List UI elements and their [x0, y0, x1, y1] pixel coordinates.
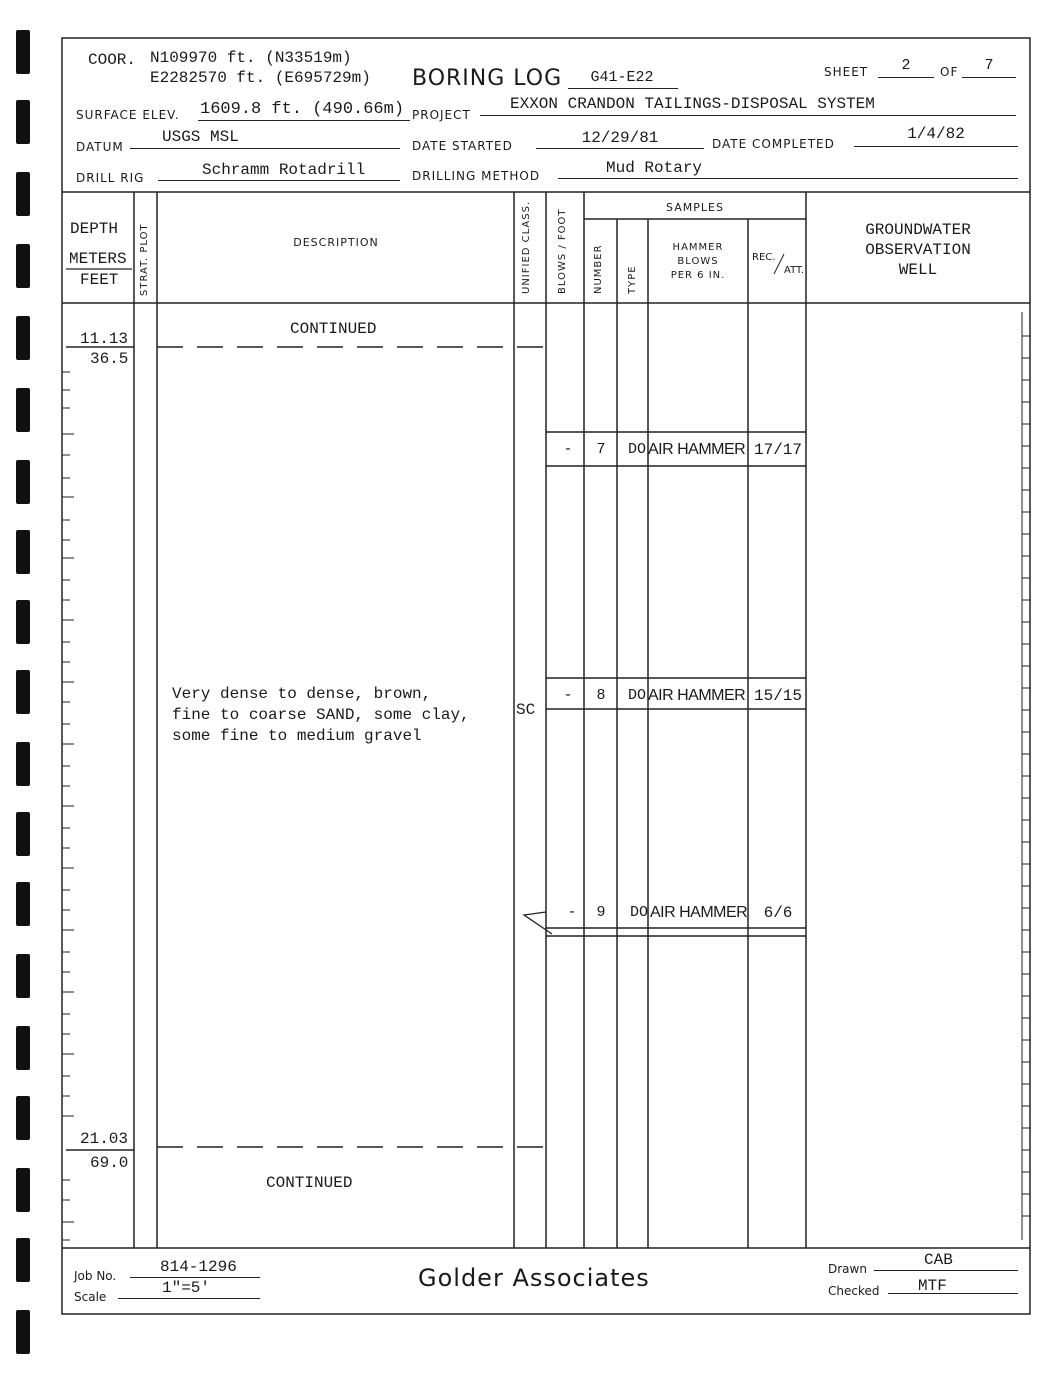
- att-header: ATT.: [784, 265, 805, 276]
- date-completed-label: DATE COMPLETED: [712, 137, 835, 151]
- sample-rec-att: 17/17: [753, 441, 802, 459]
- groundwater-header-2: OBSERVATION: [865, 241, 971, 259]
- groundwater-header-1: GROUNDWATER: [865, 221, 971, 239]
- sheet-number: 2: [901, 57, 911, 74]
- coor-label: COOR.: [88, 51, 137, 69]
- datum-label: DATUM: [76, 140, 124, 154]
- scale-label: Scale: [74, 1290, 107, 1304]
- sample-number: 8: [596, 687, 606, 704]
- continued-bottom: CONTINUED: [266, 1174, 353, 1192]
- samples-header: SAMPLES: [666, 201, 724, 214]
- project: EXXON CRANDON TAILINGS-DISPOSAL SYSTEM: [510, 95, 875, 113]
- job-no: 814-1296: [160, 1258, 237, 1276]
- company-name: Golder Associates: [418, 1264, 650, 1292]
- sample-type: DO: [628, 441, 647, 458]
- description-header: DESCRIPTION: [293, 236, 379, 249]
- sample-type: DO: [628, 687, 647, 704]
- drilling-method: Mud Rotary: [606, 159, 703, 177]
- unified-class-header: UNIFIED CLASS.: [521, 200, 532, 294]
- drill-rig-label: DRILL RIG: [76, 171, 145, 185]
- number-header: NUMBER: [593, 244, 604, 294]
- rec-header: REC.: [752, 252, 776, 263]
- description-line: some fine to medium gravel: [172, 727, 422, 745]
- sample-type: DO: [630, 904, 649, 921]
- surface-elev-label: SURFACE ELEV.: [76, 108, 180, 122]
- sample-number: 7: [596, 441, 606, 458]
- sheet-label: SHEET: [824, 65, 869, 79]
- job-no-label: Job No.: [74, 1269, 117, 1283]
- strat-plot-header: STRAT. PLOT: [139, 223, 150, 296]
- sample-blows: -: [563, 441, 573, 458]
- top-depth-meters: 11.13: [80, 330, 129, 348]
- sample-blows: -: [563, 687, 573, 704]
- sheet-total: 7: [984, 57, 994, 74]
- bottom-depth-feet: 69.0: [90, 1154, 129, 1172]
- drawn-label: Drawn: [828, 1262, 867, 1276]
- sample-number: 9: [596, 904, 606, 921]
- depth-header: DEPTH: [70, 220, 119, 238]
- coor-east: E2282570 ft. (E695729m): [150, 69, 371, 87]
- coor-north: N109970 ft. (N33519m): [150, 49, 352, 67]
- scale: 1"=5': [162, 1279, 211, 1297]
- hammer-header-2: BLOWS: [677, 256, 719, 267]
- description-line: fine to coarse SAND, some clay,: [172, 706, 470, 724]
- type-header: TYPE: [627, 265, 638, 294]
- checked-label: Checked: [828, 1284, 880, 1298]
- surface-elev: 1609.8 ft. (490.66m): [200, 100, 405, 119]
- boring-id: G41-E22: [590, 69, 654, 86]
- drawn: CAB: [924, 1251, 953, 1269]
- rec-att-slash: [772, 252, 786, 276]
- meters-header: METERS: [69, 250, 127, 268]
- bottom-depth-meters: 21.03: [80, 1130, 129, 1148]
- top-depth-feet: 36.5: [90, 350, 129, 368]
- drill-rig: Schramm Rotadrill: [202, 161, 366, 179]
- form-title: BORING LOG: [412, 66, 563, 91]
- checked: MTF: [918, 1277, 947, 1295]
- hammer-header-1: HAMMER: [672, 242, 724, 253]
- feet-header: FEET: [80, 271, 119, 289]
- project-label: PROJECT: [412, 108, 471, 122]
- of-label: OF: [940, 65, 959, 79]
- drilling-method-label: DRILLING METHOD: [412, 169, 541, 183]
- sample-rec-att: 6/6: [763, 904, 793, 922]
- date-started: 12/29/81: [581, 129, 659, 147]
- description-text: [172, 684, 470, 747]
- sample-hammer: AIR HAMMER: [648, 441, 746, 458]
- sample-hammer: AIR HAMMER: [650, 904, 748, 921]
- date-started-label: DATE STARTED: [412, 139, 513, 153]
- description-line: Very dense to dense, brown,: [172, 685, 432, 703]
- unified-class-value: SC: [516, 701, 536, 719]
- groundwater-header-3: WELL: [898, 261, 938, 279]
- sample-rec-att: 15/15: [753, 687, 802, 705]
- date-completed: 1/4/82: [907, 125, 965, 143]
- blows-foot-header: BLOWS / FOOT: [557, 208, 568, 294]
- sample-blows: -: [567, 904, 577, 921]
- sample-hammer: AIR HAMMER: [648, 687, 746, 704]
- datum: USGS MSL: [162, 128, 239, 146]
- continued-top: CONTINUED: [284, 321, 382, 337]
- hammer-header-3: PER 6 IN.: [670, 270, 726, 281]
